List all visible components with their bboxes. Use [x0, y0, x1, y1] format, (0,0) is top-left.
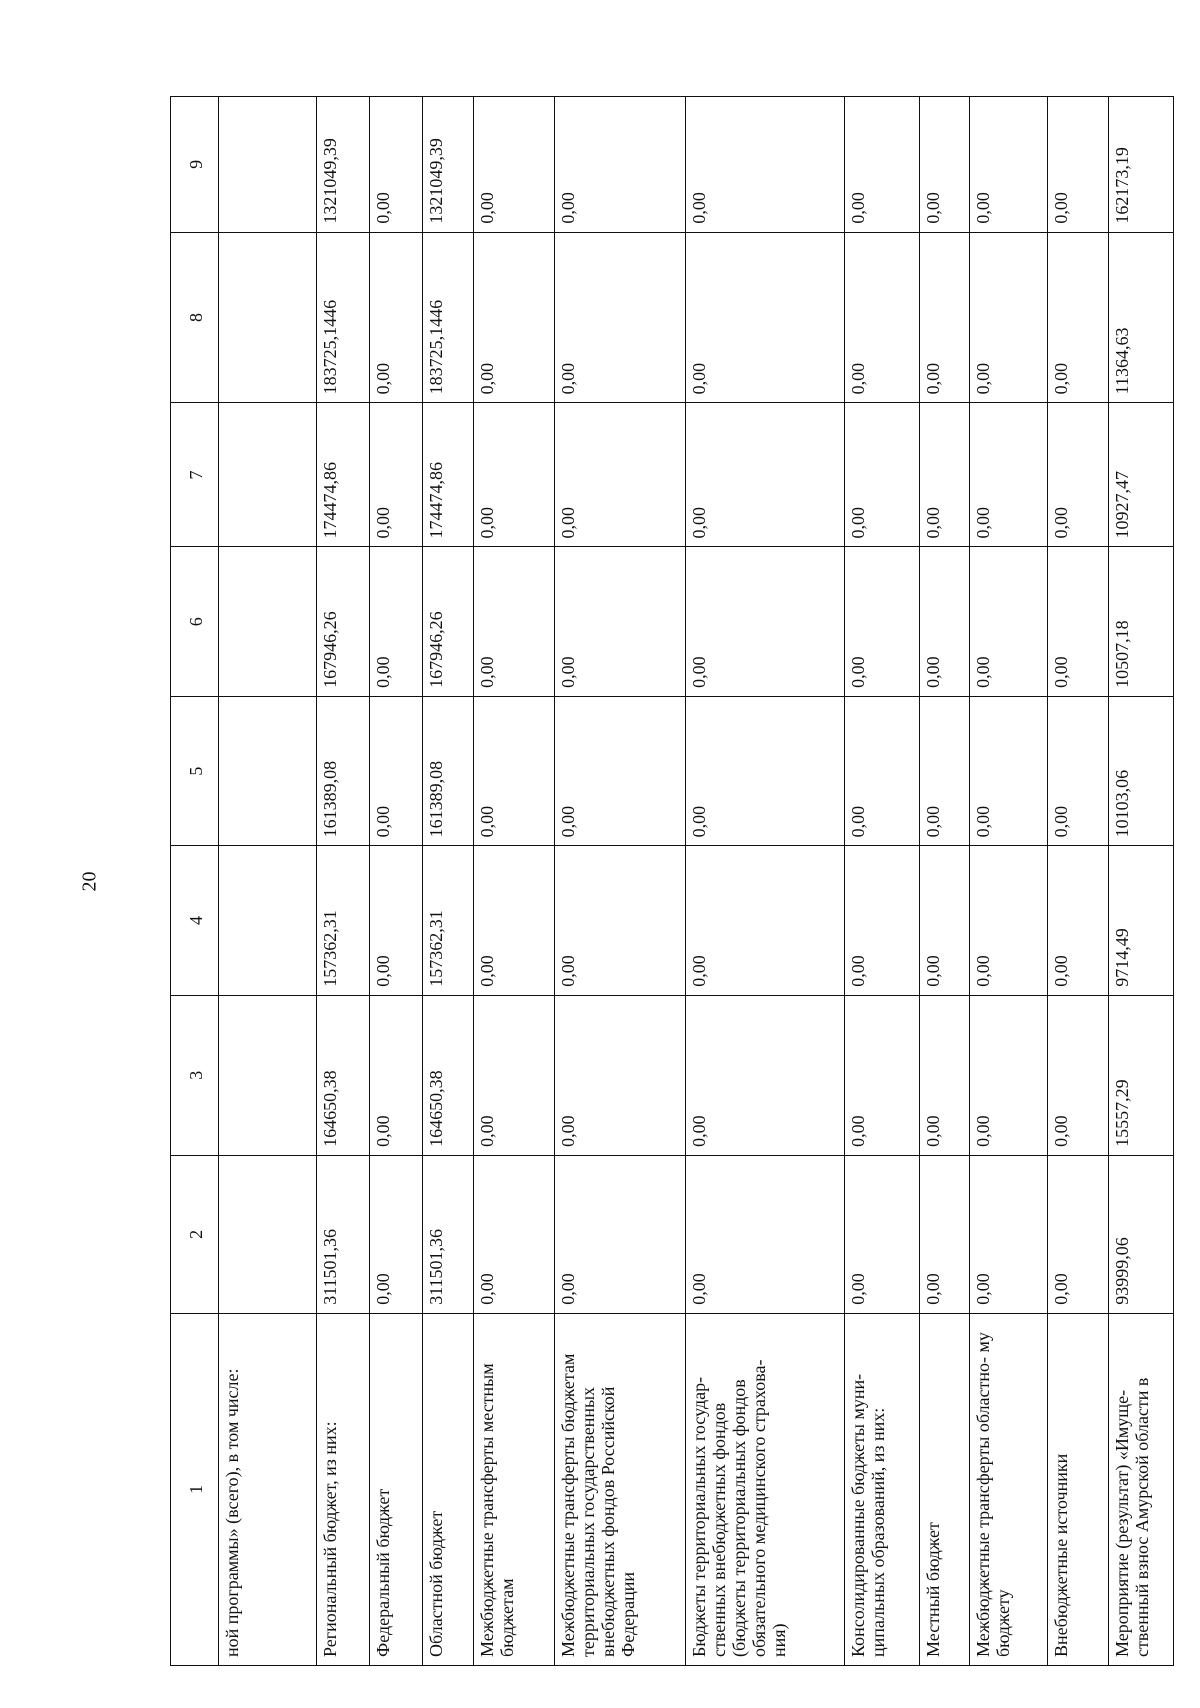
value-cell: 0,00: [369, 1155, 422, 1313]
value-cell: 0,00: [474, 403, 555, 547]
header-cell: 6: [171, 547, 219, 696]
value-cell: 0,00: [369, 403, 422, 547]
value-cell: 0,00: [555, 1155, 685, 1313]
value-cell: 0,00: [555, 232, 685, 403]
value-cell: [219, 995, 317, 1155]
value-cell: 0,00: [1048, 97, 1109, 233]
table-row: [219, 97, 317, 1666]
value-cell: 0,00: [474, 97, 555, 233]
value-cell: 162173,19: [1108, 97, 1173, 233]
value-cell: 0,00: [369, 232, 422, 403]
table-row: [317, 97, 370, 1666]
budget-table: [170, 96, 1174, 1666]
value-cell: 0,00: [920, 232, 970, 403]
value-cell: 93999,06: [1108, 1155, 1173, 1313]
value-cell: 183725,1446: [422, 232, 473, 403]
row-label: Местный бюджет: [920, 1313, 970, 1665]
value-cell: 0,00: [920, 547, 970, 696]
value-cell: 0,00: [685, 1155, 844, 1313]
page-number: 20: [78, 871, 101, 892]
value-cell: 0,00: [920, 696, 970, 845]
value-cell: 0,00: [474, 232, 555, 403]
value-cell: 0,00: [1048, 403, 1109, 547]
value-cell: 0,00: [474, 846, 555, 995]
value-cell: 1321049,39: [317, 97, 370, 233]
row-label: Консолидированные бюджеты муни- ципальных образований, из них:: [844, 1313, 919, 1665]
value-cell: 0,00: [844, 97, 919, 233]
value-cell: 0,00: [920, 995, 970, 1155]
value-cell: [219, 547, 317, 696]
table-row: [422, 97, 473, 1666]
value-cell: 0,00: [685, 696, 844, 845]
value-cell: 1321049,39: [422, 97, 473, 233]
value-cell: 0,00: [970, 97, 1048, 233]
value-cell: 0,00: [920, 403, 970, 547]
row-label: Межбюджетные трансферты областно- му бюджету: [970, 1313, 1048, 1665]
value-cell: 0,00: [844, 1155, 919, 1313]
value-cell: 0,00: [685, 846, 844, 995]
value-cell: 0,00: [474, 696, 555, 845]
header-cell: 8: [171, 232, 219, 403]
table-rotator: [170, 96, 1174, 1666]
value-cell: 0,00: [1048, 547, 1109, 696]
value-cell: 0,00: [555, 846, 685, 995]
row-label: Мероприятие (результат) «Имуще- ственный взнос Амурской области в: [1108, 1313, 1173, 1665]
value-cell: 0,00: [685, 97, 844, 233]
value-cell: 0,00: [685, 232, 844, 403]
value-cell: 0,00: [1048, 696, 1109, 845]
value-cell: 183725,1446: [317, 232, 370, 403]
row-label: Областной бюджет: [422, 1313, 473, 1665]
value-cell: 15557,29: [1108, 995, 1173, 1155]
row-label: Бюджеты территориальных государ- ственных внебюджетных фондов (бюджеты территориальных фондов обязательного медицинского страхова- ния): [685, 1313, 844, 1665]
value-cell: 0,00: [844, 696, 919, 845]
value-cell: [219, 696, 317, 845]
value-cell: 10927,47: [1108, 403, 1173, 547]
value-cell: 0,00: [844, 232, 919, 403]
value-cell: 0,00: [474, 995, 555, 1155]
value-cell: 0,00: [844, 995, 919, 1155]
value-cell: 157362,31: [317, 846, 370, 995]
value-cell: 0,00: [369, 547, 422, 696]
value-cell: [219, 97, 317, 233]
value-cell: 174474,86: [317, 403, 370, 547]
value-cell: 311501,36: [317, 1155, 370, 1313]
value-cell: 164650,38: [422, 995, 473, 1155]
value-cell: [219, 1155, 317, 1313]
value-cell: 311501,36: [422, 1155, 473, 1313]
header-cell: 7: [171, 403, 219, 547]
value-cell: 0,00: [970, 846, 1048, 995]
value-cell: [219, 846, 317, 995]
header-cell: 4: [171, 846, 219, 995]
row-label: Внебюджетные источники: [1048, 1313, 1109, 1665]
value-cell: 0,00: [555, 403, 685, 547]
table-row: [1108, 97, 1173, 1666]
table-row: [555, 97, 685, 1666]
value-cell: 0,00: [970, 995, 1048, 1155]
table-row: [920, 97, 970, 1666]
row-label: Федеральный бюджет: [369, 1313, 422, 1665]
value-cell: 0,00: [369, 846, 422, 995]
table-row: [474, 97, 555, 1666]
value-cell: 0,00: [1048, 995, 1109, 1155]
value-cell: 0,00: [685, 995, 844, 1155]
value-cell: 161389,08: [317, 696, 370, 845]
value-cell: 0,00: [970, 696, 1048, 845]
row-label: ной программы» (всего), в том числе:: [219, 1313, 317, 1665]
value-cell: 0,00: [555, 696, 685, 845]
value-cell: 0,00: [1048, 232, 1109, 403]
value-cell: 174474,86: [422, 403, 473, 547]
value-cell: 0,00: [1048, 846, 1109, 995]
value-cell: 167946,26: [317, 547, 370, 696]
value-cell: 0,00: [555, 547, 685, 696]
table-row: [1048, 97, 1109, 1666]
value-cell: [219, 232, 317, 403]
value-cell: 0,00: [555, 995, 685, 1155]
row-label: Межбюджетные трансферты бюджетам территориальных государственных внебюджетных фондов Российской Федерации: [555, 1313, 685, 1665]
header-cell: 3: [171, 995, 219, 1155]
value-cell: 0,00: [970, 1155, 1048, 1313]
value-cell: 0,00: [369, 97, 422, 233]
table-row: [844, 97, 919, 1666]
value-cell: [219, 403, 317, 547]
value-cell: 164650,38: [317, 995, 370, 1155]
header-cell: 5: [171, 696, 219, 845]
value-cell: 0,00: [970, 547, 1048, 696]
row-label: Региональный бюджет, из них:: [317, 1313, 370, 1665]
value-cell: 0,00: [970, 232, 1048, 403]
value-cell: 0,00: [474, 547, 555, 696]
value-cell: 161389,08: [422, 696, 473, 845]
header-cell: 2: [171, 1155, 219, 1313]
value-cell: 0,00: [844, 403, 919, 547]
value-cell: 9714,49: [1108, 846, 1173, 995]
value-cell: 0,00: [369, 696, 422, 845]
value-cell: 11364,63: [1108, 232, 1173, 403]
table-row: [685, 97, 844, 1666]
value-cell: 0,00: [1048, 1155, 1109, 1313]
table-row: [970, 97, 1048, 1666]
value-cell: 0,00: [920, 97, 970, 233]
value-cell: 0,00: [685, 403, 844, 547]
header-cell: 9: [171, 97, 219, 233]
value-cell: 0,00: [685, 547, 844, 696]
row-label: Межбюджетные трансферты местным бюджетам: [474, 1313, 555, 1665]
value-cell: 10507,18: [1108, 547, 1173, 696]
value-cell: 167946,26: [422, 547, 473, 696]
value-cell: 10103,06: [1108, 696, 1173, 845]
value-cell: 157362,31: [422, 846, 473, 995]
value-cell: 0,00: [369, 995, 422, 1155]
header-cell: 1: [171, 1313, 219, 1665]
value-cell: 0,00: [920, 846, 970, 995]
header-row: [171, 97, 219, 1666]
value-cell: 0,00: [844, 846, 919, 995]
value-cell: 0,00: [920, 1155, 970, 1313]
value-cell: 0,00: [474, 1155, 555, 1313]
value-cell: 0,00: [844, 547, 919, 696]
value-cell: 0,00: [970, 403, 1048, 547]
value-cell: 0,00: [555, 97, 685, 233]
table-row: [369, 97, 422, 1666]
